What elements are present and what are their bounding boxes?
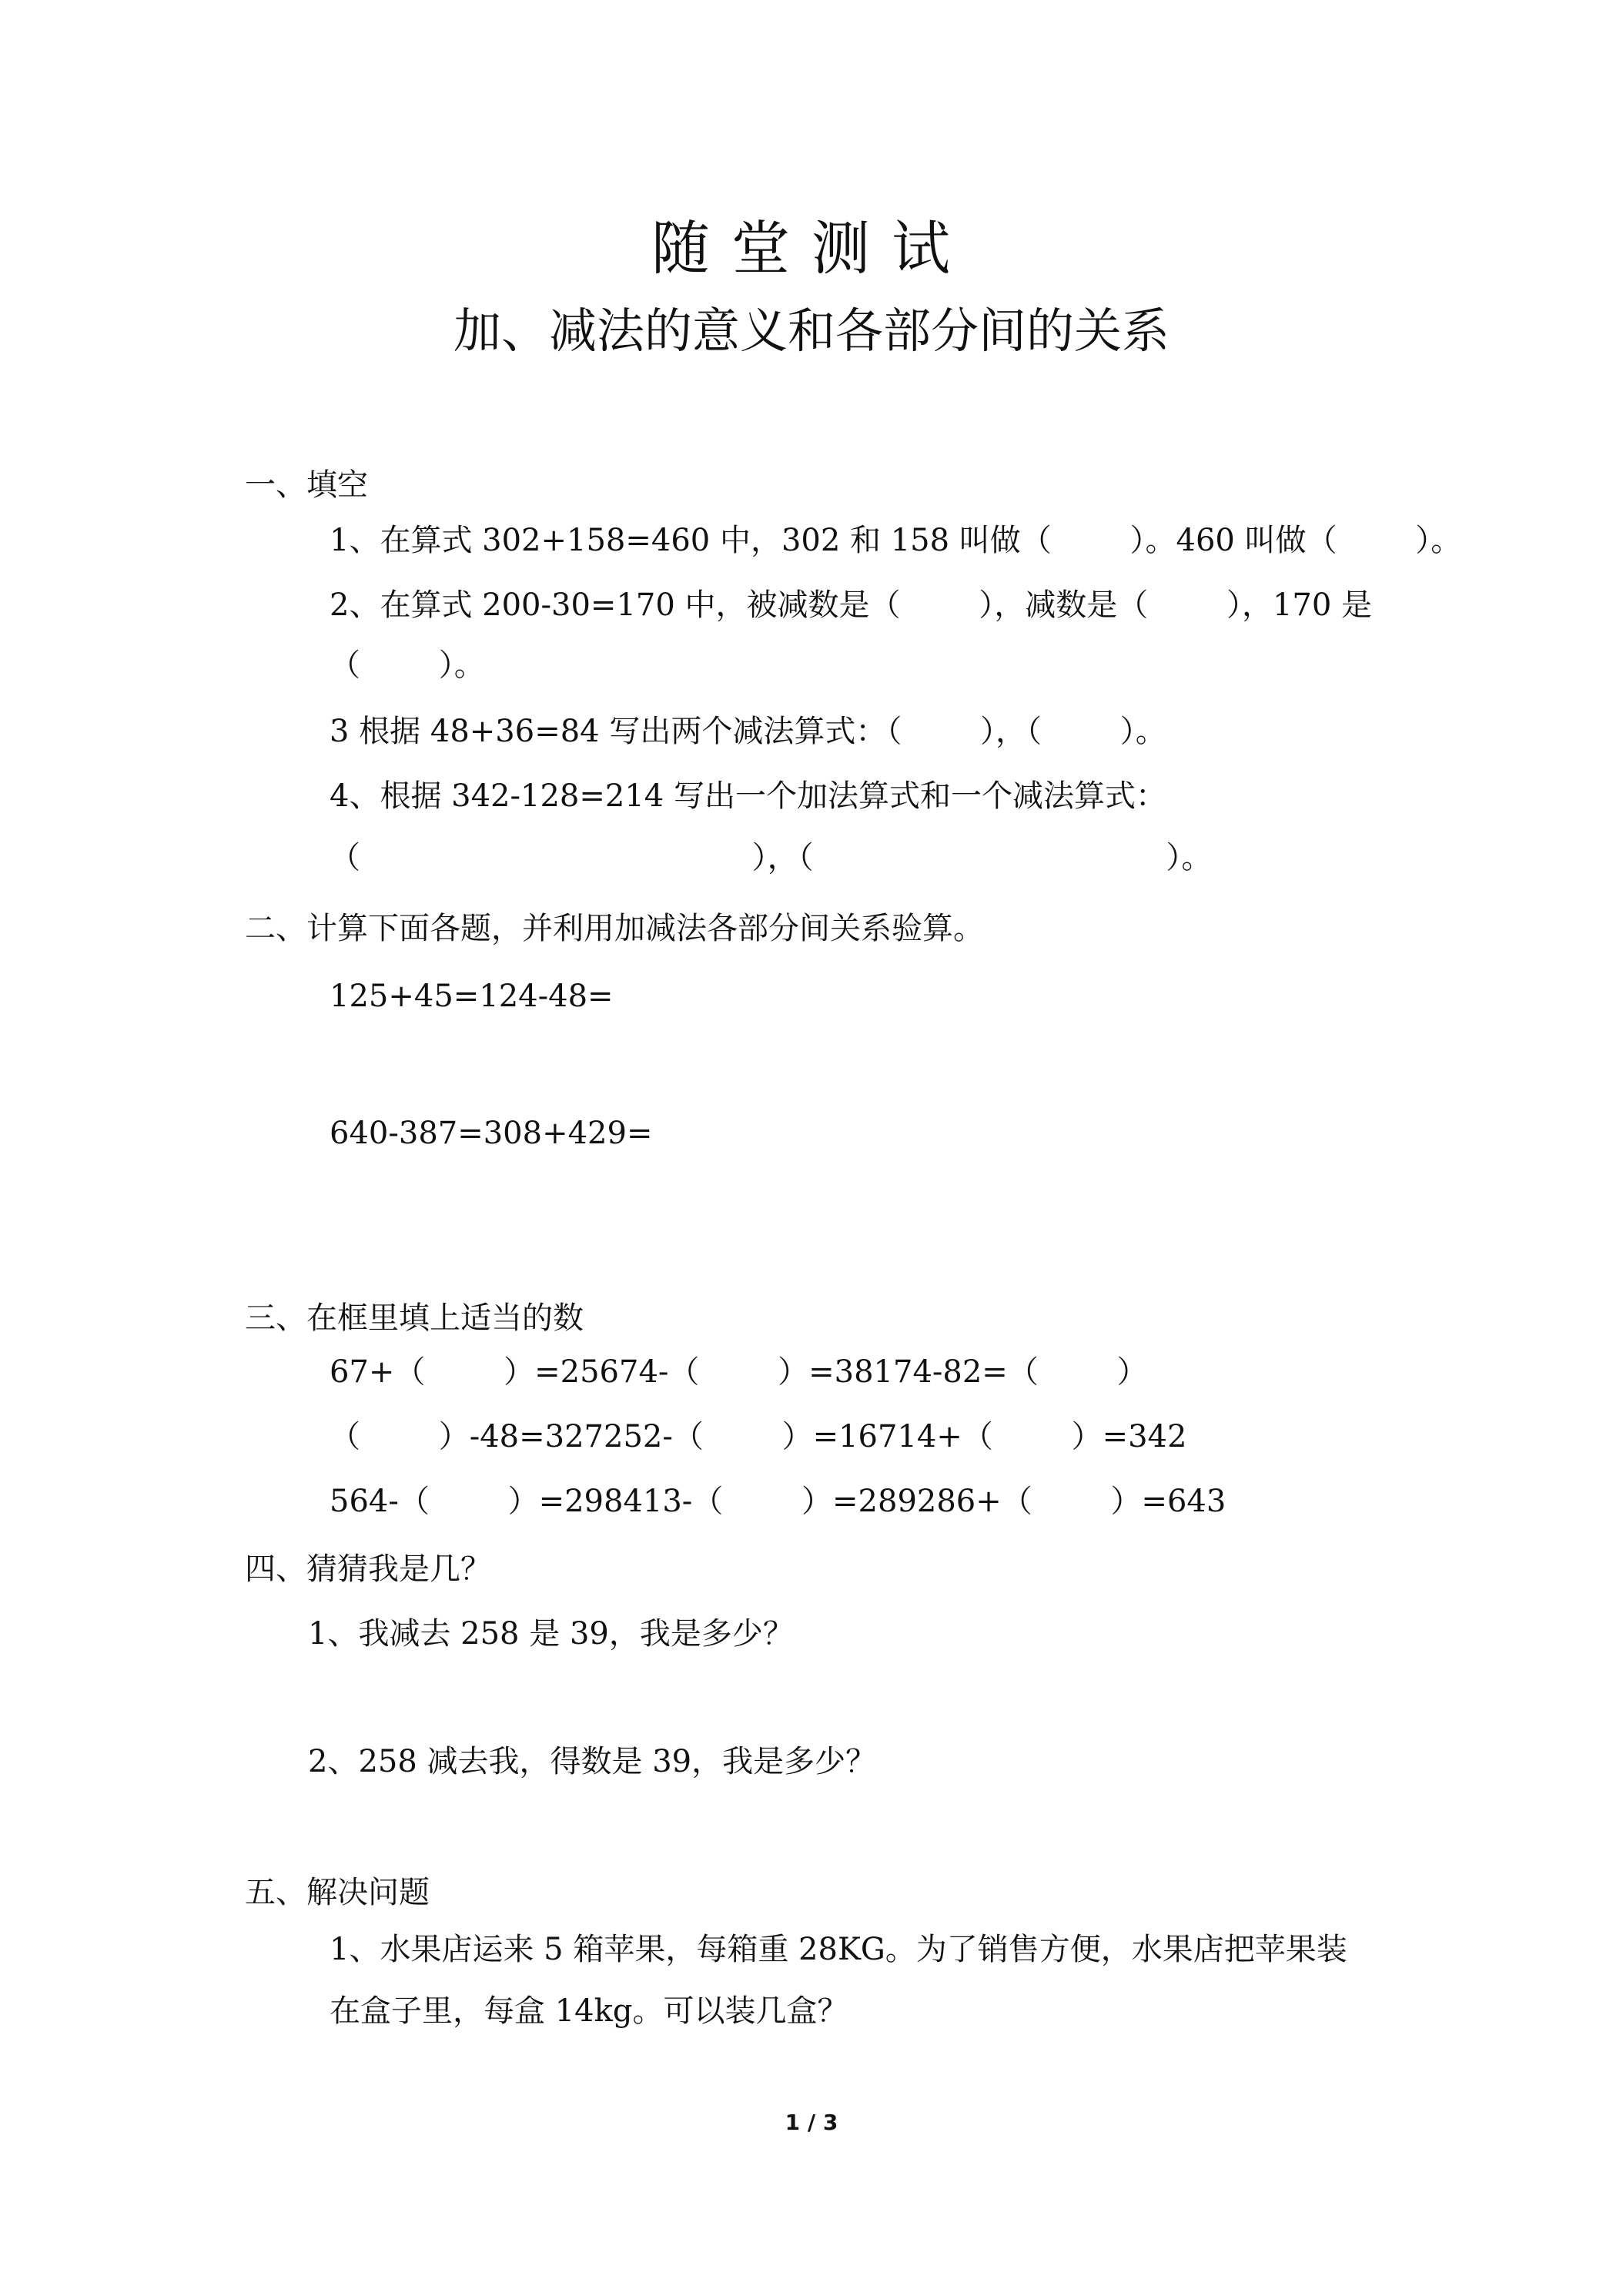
section-heading-calculate: 二、计算下面各题，并利用加减法各部分间关系验算。 — [245, 911, 984, 946]
calc-row-2: 640-387=308+429= — [330, 1116, 653, 1151]
problem-1-line2: 在盒子里，每盒 14kg。可以装几盒？ — [330, 1993, 848, 2029]
section-heading-guess: 四、猜猜我是几？ — [245, 1551, 491, 1587]
question-1-3: 3 根据 48+36=84 写出两个减法算式：（ ），（ ）。 — [330, 714, 1166, 749]
guess-question-1: 1、我减去 258 是 39，我是多少？ — [308, 1616, 794, 1652]
guess-question-2: 2、258 减去我，得数是 39，我是多少？ — [308, 1744, 877, 1779]
question-1-2-line1: 2、在算式 200-30=170 中，被减数是（ ），减数是（ ），170 是 — [330, 587, 1373, 623]
section-heading-problem: 五、解决问题 — [245, 1875, 430, 1910]
fill-box-row-1: 67+（ ）=25674-（ ）=38174-82=（ ） — [330, 1354, 1148, 1390]
section-heading-fill-blank: 一、填空 — [245, 467, 368, 503]
fill-box-row-3: 564-（ ）=298413-（ ）=289286+（ ）=643 — [330, 1484, 1226, 1519]
question-1-4-line2: （ ），（ ）。 — [330, 840, 1213, 875]
page-title: 随堂测试 — [651, 214, 972, 283]
problem-1-line1: 1、水果店运来 5 箱苹果，每箱重 28KG。为了销售方便，水果店把苹果装 — [330, 1932, 1347, 1967]
question-1-4-line1: 4、根据 342-128=214 写出一个加法算式和一个减法算式： — [330, 778, 1166, 814]
fill-box-row-2: （ ）-48=327252-（ ）=16714+（ ）=342 — [330, 1419, 1187, 1454]
question-1-2-line2: （ ）。 — [330, 648, 485, 683]
page-number: 1 / 3 — [785, 2110, 838, 2135]
page-subtitle: 加、减法的意义和各部分间的关系 — [453, 303, 1170, 359]
section-heading-fill-box: 三、在框里填上适当的数 — [245, 1300, 584, 1336]
question-1-1: 1、在算式 302+158=460 中，302 和 158 叫做（ ）。460 叫做（ ）。 — [330, 523, 1462, 558]
calc-row-1: 125+45=124-48= — [330, 979, 614, 1014]
